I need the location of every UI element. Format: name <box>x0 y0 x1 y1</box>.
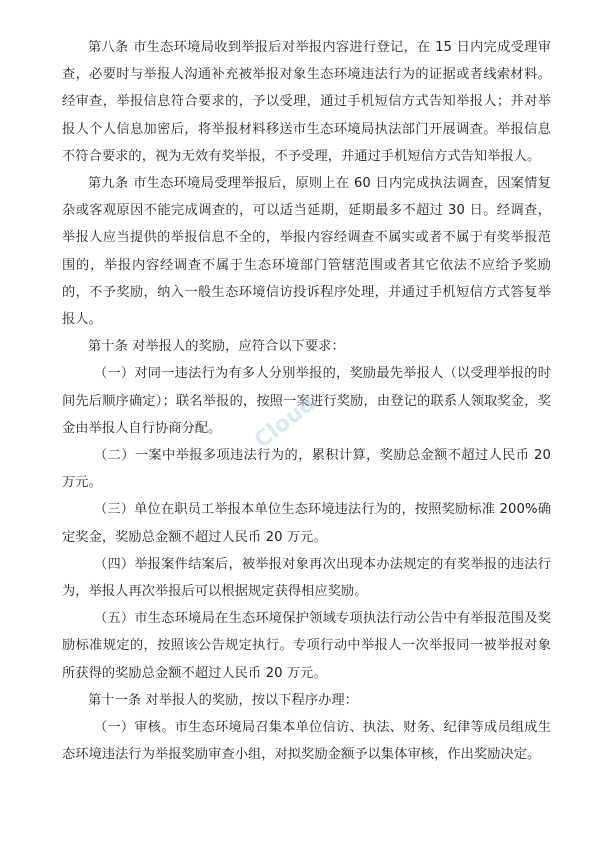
article-11-heading: 第十一条 对举报人的奖励，按以下程序办理： <box>88 692 359 708</box>
article-11-item-1: （一）审核。市生态环境局召集本单位信访、执法、财务、纪律等成员组成生态环境违法行为举报奖励审查小组，对拟奖励金额予以集体审核，作出奖励决定。 <box>62 720 551 763</box>
watermark: Cloud <box>249 390 321 454</box>
article-10-item-1: （一）对同一违法行为有多人分别举报的，奖励最先举报人（以受理举报的时间先后顺序确定）；联名举报的，按照一案进行奖励，由登记的联系人领取奖金，奖金由举报人自行协商分配。 <box>62 366 551 436</box>
article-9-paragraph: 第九条 市生态环境局受理举报后，原则上在 60 日内完成执法调查，因案情复杂或客观原因不能完成调查的，可以适当延期，延期最多不超过 30 日。经调查，举报人应当提供的举报信息不全的，举报内容经调查不属实或者不属于有奖举报范围的，举报内容经调查不属于生态环境部门管辖范围或者其它依法不应给予奖励的，不予奖励，纳入一般生态环境信访投诉程序处理，并通过手机短信方式答复举报人。 <box>62 176 551 328</box>
article-10-heading: 第十条 对举报人的奖励，应符合以下要求： <box>88 339 345 355</box>
article-10-item-5: （五）市生态环境局在生态环境保护领域专项执法行动公告中有举报范围及奖励标准规定的，按照该公告规定执行。专项行动中举报人一次举报同一被举报对象所获得的奖励总金额不超过人民币 20 万元。 <box>62 611 551 681</box>
article-10-item-3: （三）单位在职员工举报本单位生态环境违法行为的，按照奖励标准 200%确定奖金，奖励总金额不超过人民币 20 万元。 <box>62 502 551 545</box>
article-8-paragraph: 第八条 市生态环境局收到举报后对举报内容进行登记，在 15 日内完成受理审查，必要时与举报人沟通补充被举报对象生态环境违法行为的证据或者线索材料。经审查，举报信息符合要求的，予以受理，通过手机短信方式告知举报人；并对举报人个人信息加密后，将举报材料移送市生态环境局执法部门开展调查。举报信息不符合要求的，视为无效有奖举报，不予受理，并通过手机短信方式告知举报人。 <box>62 40 551 164</box>
article-10-item-4: （四）举报案件结案后，被举报对象再次出现本办法规定的有奖举报的违法行为，举报人再次举报后可以根据规定获得相应奖励。 <box>62 556 551 600</box>
article-10-item-2: （二）一案中举报多项违法行为的，累积计算，奖励总金额不超过人民币 20 万元。 <box>62 448 551 491</box>
